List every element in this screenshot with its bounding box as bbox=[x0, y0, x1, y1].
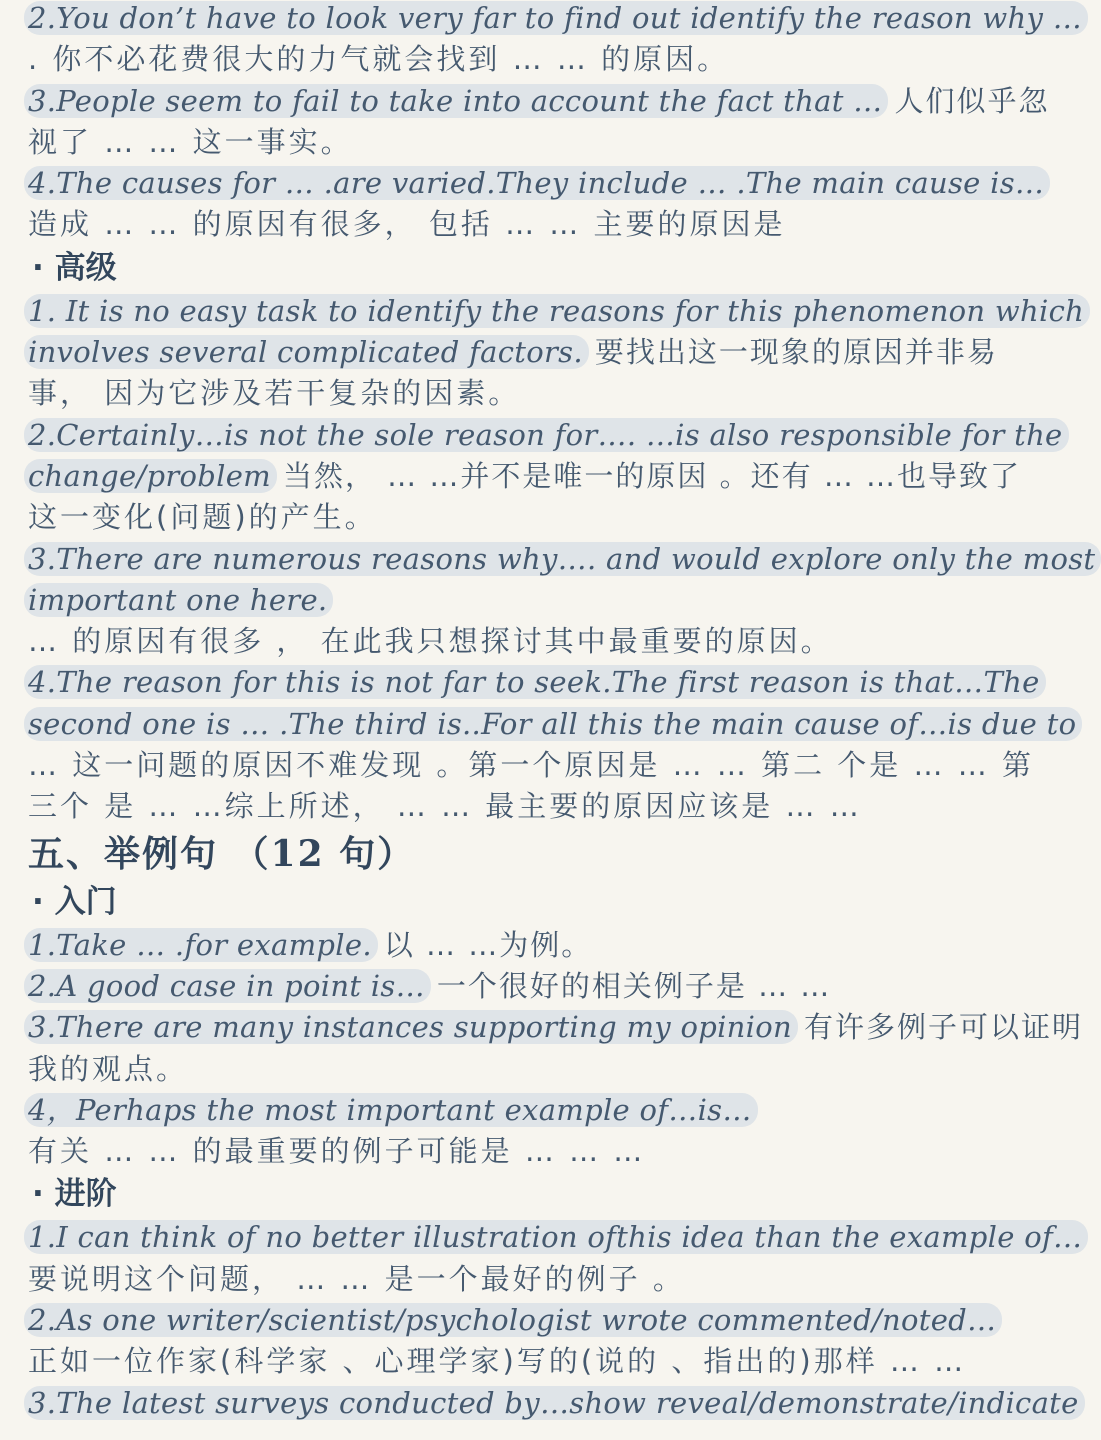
text-line bbox=[24, 925, 1050, 966]
chinese-translation: 正如一位作家(科学家 、心理学家)写的(说的 、指出的)那样 … … bbox=[28, 1344, 967, 1379]
text-line bbox=[24, 204, 1050, 245]
text-line bbox=[24, 291, 1085, 332]
english-phrase: 1. It is no easy task to identify the reasons for this phenomenon which bbox=[24, 294, 1090, 328]
chinese-translation: 事， 因为它涉及若干复杂的因素。 bbox=[28, 376, 521, 411]
text-line bbox=[24, 745, 1050, 786]
text-line bbox=[24, 1383, 1079, 1424]
english-phrase: 4，Perhaps the most important example of…is… bbox=[24, 1093, 758, 1127]
english-phrase: 2.A good case in point is… bbox=[24, 969, 431, 1003]
text-line bbox=[24, 1131, 1050, 1172]
chinese-translation: . 你不必花费很大的力气就会找到 … … 的原因。 bbox=[28, 42, 730, 77]
text-line bbox=[24, 163, 1050, 204]
english-phrase: 2.As one writer/scientist/psychologist wrote commented/noted… bbox=[24, 1303, 1002, 1337]
text-line bbox=[24, 539, 1096, 580]
text-line bbox=[24, 1300, 1050, 1341]
text-line bbox=[24, 415, 1063, 456]
english-phrase: 3.People seem to fail to take into account the fact that … bbox=[24, 84, 888, 118]
subheading-intermediate: · 进阶 bbox=[32, 1176, 117, 1213]
english-phrase: 1.I can think of no better illustration ofthis idea than the example of… bbox=[24, 1220, 1088, 1254]
chinese-translation: 以 … …为例。 bbox=[383, 927, 593, 962]
text-line bbox=[24, 497, 1050, 538]
chinese-translation: 一个很好的相关例子是 … … bbox=[436, 968, 832, 1003]
chinese-translation: 三个 是 … …综上所述， … … 最主要的原因应该是 … … bbox=[28, 789, 862, 824]
subheading-advanced: · 高级 bbox=[32, 249, 117, 286]
text-line bbox=[24, 0, 1083, 39]
text-line bbox=[24, 81, 1050, 122]
chinese-translation: 我的观点。 bbox=[28, 1051, 189, 1086]
text-line bbox=[24, 580, 1050, 621]
text-line bbox=[24, 39, 1050, 80]
english-phrase: 2.Certainly…is not the sole reason for…. …is also responsible for the bbox=[24, 418, 1069, 452]
text-line bbox=[24, 621, 1050, 662]
english-phrase: important one here. bbox=[24, 583, 333, 617]
text-line bbox=[24, 1007, 1083, 1048]
text-line bbox=[24, 456, 1050, 497]
english-phrase: 4.The reason for this is not far to seek.The first reason is that…The bbox=[24, 665, 1046, 699]
text-line bbox=[24, 966, 1050, 1007]
text-line bbox=[24, 1090, 1050, 1131]
english-phrase: 3.There are many instances supporting my opinion bbox=[24, 1010, 798, 1044]
text-line bbox=[24, 704, 1077, 745]
chinese-translation: 要找出这一现象的原因并非易 bbox=[594, 335, 998, 370]
text-line bbox=[24, 122, 1050, 163]
chinese-translation: 造成 … … 的原因有很多， 包括 … … 主要的原因是 bbox=[28, 207, 786, 242]
text-line bbox=[24, 1049, 1050, 1090]
english-phrase: 2.You don’t have to look very far to find out identify the reason why … bbox=[24, 1, 1088, 35]
chinese-translation: 要说明这个问题， … … 是一个最好的例子 。 bbox=[28, 1261, 685, 1296]
english-phrase: involves several complicated factors. bbox=[24, 335, 589, 369]
text-line bbox=[24, 1341, 1050, 1382]
chinese-translation: 当然， … …并不是唯一的原因 。还有 … …也导致了 bbox=[282, 458, 1022, 493]
english-phrase: 3.There are numerous reasons why…. and would explore only the most bbox=[24, 542, 1101, 576]
text-line bbox=[24, 1217, 1083, 1258]
english-phrase: change/problem bbox=[24, 459, 277, 493]
text-line bbox=[24, 662, 1050, 703]
chinese-translation: … 的原因有很多 ， 在此我只想探讨其中最重要的原因。 bbox=[28, 624, 833, 659]
english-phrase: 3.The latest surveys conducted by…show reveal/demonstrate/indicate bbox=[24, 1386, 1085, 1420]
chinese-translation: 视了 … … 这一事实。 bbox=[28, 124, 353, 159]
english-phrase: 4.The causes for … .are varied.They include … .The main cause is… bbox=[24, 166, 1050, 200]
chinese-translation: 这一变化(问题)的产生。 bbox=[28, 500, 377, 535]
chinese-translation: 有许多例子可以证明 bbox=[803, 1010, 1083, 1045]
text-line bbox=[24, 373, 1050, 414]
subheading-beginner: · 入门 bbox=[32, 883, 117, 920]
english-phrase: 1.Take … .for example. bbox=[24, 928, 378, 962]
chinese-translation: 有关 … … 的最重要的例子可能是 … … … bbox=[28, 1134, 646, 1169]
english-phrase: second one is … .The third is..For all this the main cause of…is due to bbox=[24, 707, 1082, 741]
chinese-translation: … 这一问题的原因不难发现 。第一个原因是 … … 第二 个是 … … 第 bbox=[28, 748, 1034, 783]
section-heading: 五、举例句 （12 句） bbox=[28, 832, 416, 875]
chinese-translation: 人们似乎忽 bbox=[894, 83, 1050, 118]
text-line bbox=[24, 1259, 1050, 1300]
text-line bbox=[24, 786, 1050, 827]
text-line bbox=[24, 332, 1050, 373]
